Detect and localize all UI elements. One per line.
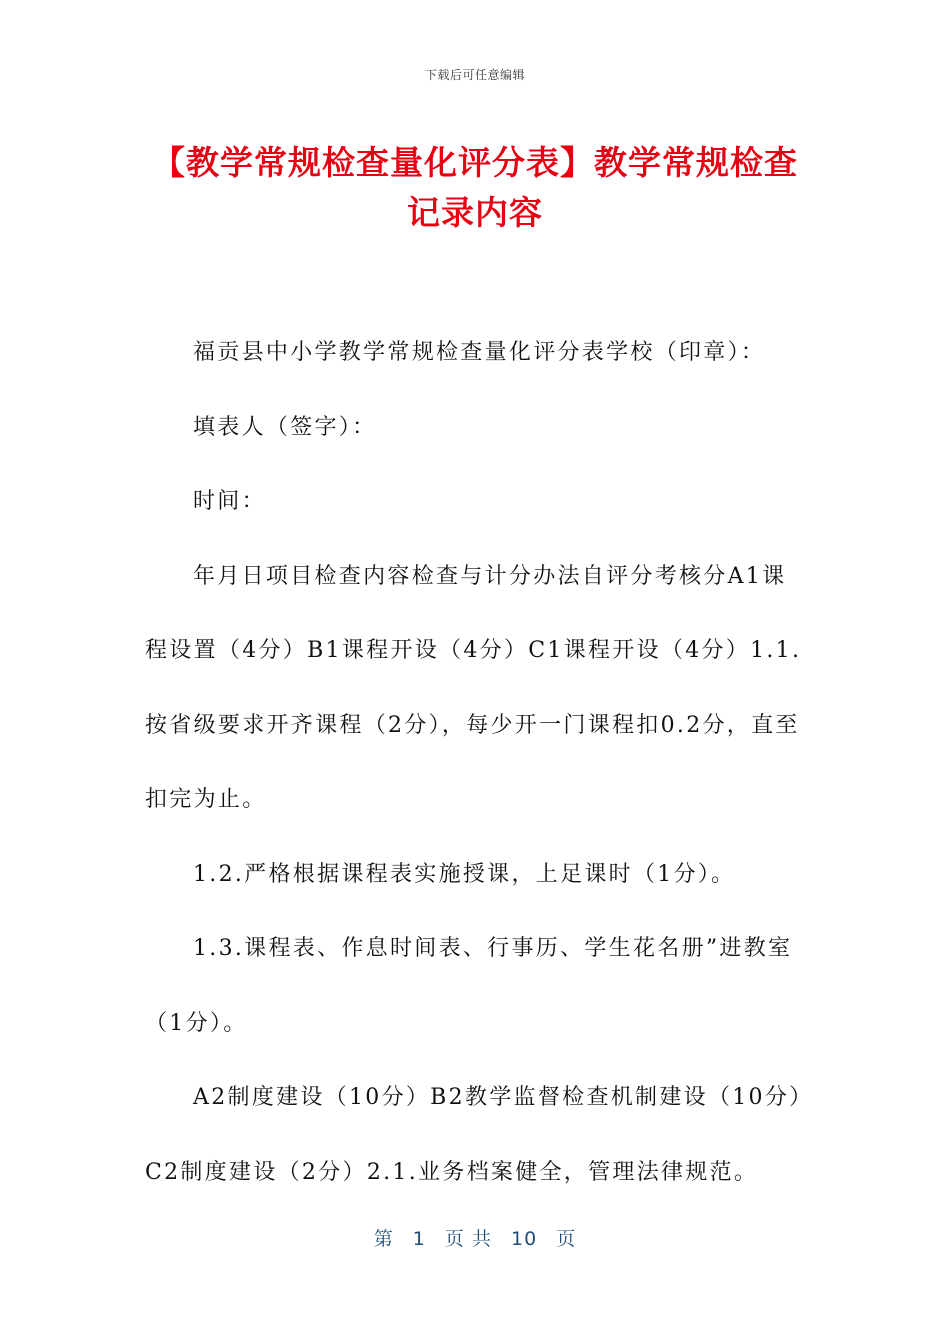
footer-middle: 页 共 — [444, 1228, 492, 1250]
footer-prefix: 第 — [373, 1228, 394, 1250]
paragraph-school-stamp: 福贡县中小学教学常规检查量化评分表学校（印章）： — [193, 340, 766, 365]
document-title: 【教学常规检查量化评分表】教学常规检查记录内容 — [152, 143, 798, 232]
paragraph-time: 时间： — [193, 489, 266, 514]
footer-total-pages: 10 — [511, 1228, 538, 1250]
page-footer — [0, 1224, 950, 1251]
paragraph-filler-signature: 填表人（签字）： — [193, 414, 377, 440]
footer-page-number: 1 — [412, 1228, 426, 1250]
paragraph-a2-system-building: A2制度建设（10分）B2教学监督检查机制建设（10分）C2制度建设（2分）2.1.业务档案健全，管理法律规范。 — [145, 1085, 803, 1185]
footer-suffix: 页 — [556, 1228, 577, 1250]
paragraph-item-1-3: 1.3.课程表、作息时间表、行事历、学生花名册”进教室（1分）。 — [145, 936, 793, 1036]
paragraph-item-1-2: 1.2.严格根据课程表实施授课，上足课时（1分）。 — [193, 861, 736, 887]
header-note: 下载后可任意编辑 — [424, 68, 525, 82]
document-body — [145, 316, 805, 1210]
paragraph-a1-course-setting: 年月日项目检查内容检查与计分办法自评分考核分A1课程设置（4分）B1课程开设（4分）C1课程开设（4分）1.1.按省级要求开齐课程（2分），每少开一门课程扣0.2分，直至扣完为止。 — [145, 563, 802, 812]
